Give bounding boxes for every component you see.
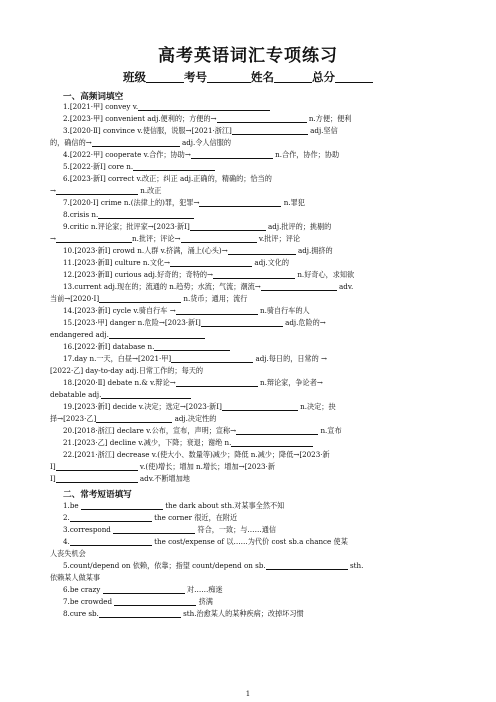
answer-blank[interactable] — [228, 246, 296, 255]
answer-blank[interactable] — [190, 222, 266, 231]
class-blank[interactable] — [146, 71, 184, 83]
vocab-item: 13.current adj.现在的；流通的 n.趋势；水流；气流；潮流→ adv. — [63, 282, 354, 291]
answer-blank[interactable] — [261, 282, 337, 291]
answer-blank[interactable] — [176, 306, 258, 315]
vocab-item: 1.[2021·甲] convey v. — [63, 102, 270, 112]
answer-blank[interactable] — [70, 513, 152, 522]
phrase-item: 3.correspond 符合，一致；与……通信 — [63, 525, 276, 534]
vocab-item: 21.[2023·乙] decline v.减少，下降；衰退；谢绝 n. — [63, 438, 313, 448]
vocab-item-continued: [2022·乙] day-to-day adj.日常工作的；每天的 — [50, 366, 203, 375]
vocab-item: 6.[2023·新Ⅰ] correct v.改正；纠正 adj.正确的，精确的；恰当的 — [63, 174, 272, 183]
answer-blank[interactable] — [231, 438, 313, 447]
vocab-item-continued: 择→[2023·乙] adj.决定性的 — [50, 414, 217, 423]
vocab-item: 15.[2023·甲] danger n.危险→[2023·新Ⅰ] adj.危险的→ — [63, 318, 326, 327]
answer-blank[interactable] — [201, 318, 283, 327]
vocab-item-continued: Ⅰ] adv.不断增加地 — [50, 474, 190, 483]
vocab-item-continued: endangered adj. — [50, 330, 205, 340]
vocab-item-continued: 的，确信的→ adj.令人信服的 — [50, 138, 231, 147]
phrase-item-continued: 人丧失机会 — [50, 549, 86, 558]
page-title: 高考英语词汇专项练习 — [158, 46, 338, 66]
phrase-item-continued: 依赖某人做某事 — [50, 573, 100, 582]
class-label: 班级 — [123, 70, 146, 84]
vocab-item-continued: debatable adj. — [50, 390, 191, 400]
answer-blank[interactable] — [101, 390, 191, 399]
phrase-item: 2. the corner 很近，在附近 — [63, 513, 238, 522]
phrase-item: 7.be crowded 挤满 — [63, 597, 213, 606]
vocab-item-continued: Ⅰ] v.(使)增长；增加 n.增长；增加→[2023·新 — [50, 462, 275, 471]
answer-blank[interactable] — [236, 426, 318, 435]
section-heading-phrases: 二、常考短语填写 — [63, 490, 132, 500]
answer-blank[interactable] — [81, 501, 163, 510]
vocab-item: 4.[2022·甲] cooperate v.合作；协助→ n.合作，协作；协助 — [63, 150, 340, 159]
answer-blank[interactable] — [99, 294, 181, 303]
vocab-item: 10.[2023·新Ⅰ] crowd n.人群 v.挤满，涌上(心头)→ adj.拥挤的 — [63, 246, 333, 255]
answer-blank[interactable] — [171, 354, 253, 363]
answer-blank[interactable] — [70, 537, 152, 546]
answer-blank[interactable] — [154, 342, 230, 351]
answer-blank[interactable] — [56, 462, 138, 471]
phrase-item: 6.be crazy 对……痴迷 — [63, 585, 223, 594]
answer-blank[interactable] — [170, 258, 252, 267]
answer-blank[interactable] — [96, 414, 172, 423]
name-blank[interactable] — [274, 71, 312, 83]
number-label: 考号 — [184, 70, 207, 84]
vocab-item: 9.critic n.评论家；批评家→[2023·新Ⅰ] adj.批评的；挑剔的 — [63, 222, 332, 231]
answer-blank[interactable] — [109, 330, 205, 339]
vocab-item: 11.[2023·新Ⅱ] culture n.文化→ adj.文化的 — [63, 258, 290, 267]
name-label: 姓名 — [251, 70, 274, 84]
vocab-item: 16.[2022·新Ⅰ] database n. — [63, 342, 230, 352]
phrase-item: 8.cure sb. sth.治愈某人的某种疾病；改掉坏习惯 — [63, 609, 304, 618]
vocab-item: 12.[2023·新Ⅱ] curious adj.好奇的；奇特的→ n.好奇心，求知欲 — [63, 270, 355, 279]
vocab-item-continued: → n.批评；评论→ v.批评；评论 — [50, 234, 300, 243]
answer-blank[interactable] — [191, 150, 273, 159]
vocab-item: 17.day n.一天，白昼→[2021·甲] adj.每日的，日常的 → — [63, 354, 328, 363]
vocab-item: 8.crisis n. — [63, 210, 194, 220]
answer-blank[interactable] — [138, 102, 270, 111]
phrase-item: 1.be the dark about sth.对某事全然不知 — [63, 501, 285, 510]
answer-blank[interactable] — [56, 234, 132, 243]
vocab-item: 18.[2020·Ⅱ] debate n.& v.辩论→ n.辩论家，争论者→ — [63, 378, 323, 387]
answer-blank[interactable] — [92, 138, 180, 147]
vocab-item: 3.[2020·Ⅱ] convince v.使信服，说服→[2021·浙江] adj.坚信 — [63, 126, 338, 135]
answer-blank[interactable] — [133, 162, 215, 171]
vocab-item: 14.[2023·新Ⅰ] cycle v.骑自行车 → n.骑自行车的人 — [63, 306, 310, 315]
answer-blank[interactable] — [217, 114, 307, 123]
phrase-item: 4. the cost/expense of 以……为代价 cost sb.a chance 使某 — [63, 537, 348, 546]
vocab-item: 19.[2023·新Ⅰ] decide v.决定；选定→[2023·新Ⅰ] n.决定；抉 — [63, 402, 336, 411]
answer-blank[interactable] — [213, 270, 295, 279]
score-blank[interactable] — [335, 71, 373, 83]
section-heading-vocabulary: 一、高频词填空 — [63, 92, 124, 102]
answer-blank[interactable] — [99, 609, 181, 618]
answer-blank[interactable] — [98, 210, 194, 219]
answer-blank[interactable] — [56, 474, 138, 483]
number-blank[interactable] — [207, 71, 251, 83]
vocab-item: 7.[2020·Ⅰ] crime n.(法律上的)罪，犯罪→ n.罪犯 — [63, 198, 305, 207]
answer-blank[interactable] — [222, 402, 298, 411]
phrase-item: 5.count/depend on 依赖，依靠；指望 count/depend on sb. sth. — [63, 561, 364, 570]
answer-blank[interactable] — [232, 126, 308, 135]
answer-blank[interactable] — [176, 378, 258, 387]
vocab-item: 22.[2021·浙江] decrease v.(使大小、数量等)减少；降低 n.减少；降低→[2023·新 — [63, 450, 330, 459]
score-label: 总分 — [312, 70, 335, 84]
answer-blank[interactable] — [114, 597, 196, 606]
answer-blank[interactable] — [103, 585, 185, 594]
vocab-item: 5.[2022·新Ⅰ] core n. — [63, 162, 215, 172]
answer-blank[interactable] — [113, 525, 195, 534]
answer-blank[interactable] — [199, 198, 281, 207]
answer-blank[interactable] — [266, 561, 348, 570]
vocab-item: 2.[2023·甲] convenient adj.便利的；方便的→ n.方便；便利 — [63, 114, 352, 123]
answer-blank[interactable] — [181, 234, 257, 243]
student-info-fields — [0, 69, 496, 85]
vocab-item: 20.[2018·浙江] declare v.公布，宣布，声明；宣称→ n.宣布 — [63, 426, 342, 435]
vocab-item-continued: 当前→[2020·Ⅰ] n.货币；通用；流行 — [50, 294, 248, 303]
page-number: 1 — [245, 690, 251, 698]
vocab-item-continued: → n.改正 — [50, 186, 162, 195]
answer-blank[interactable] — [56, 186, 138, 195]
